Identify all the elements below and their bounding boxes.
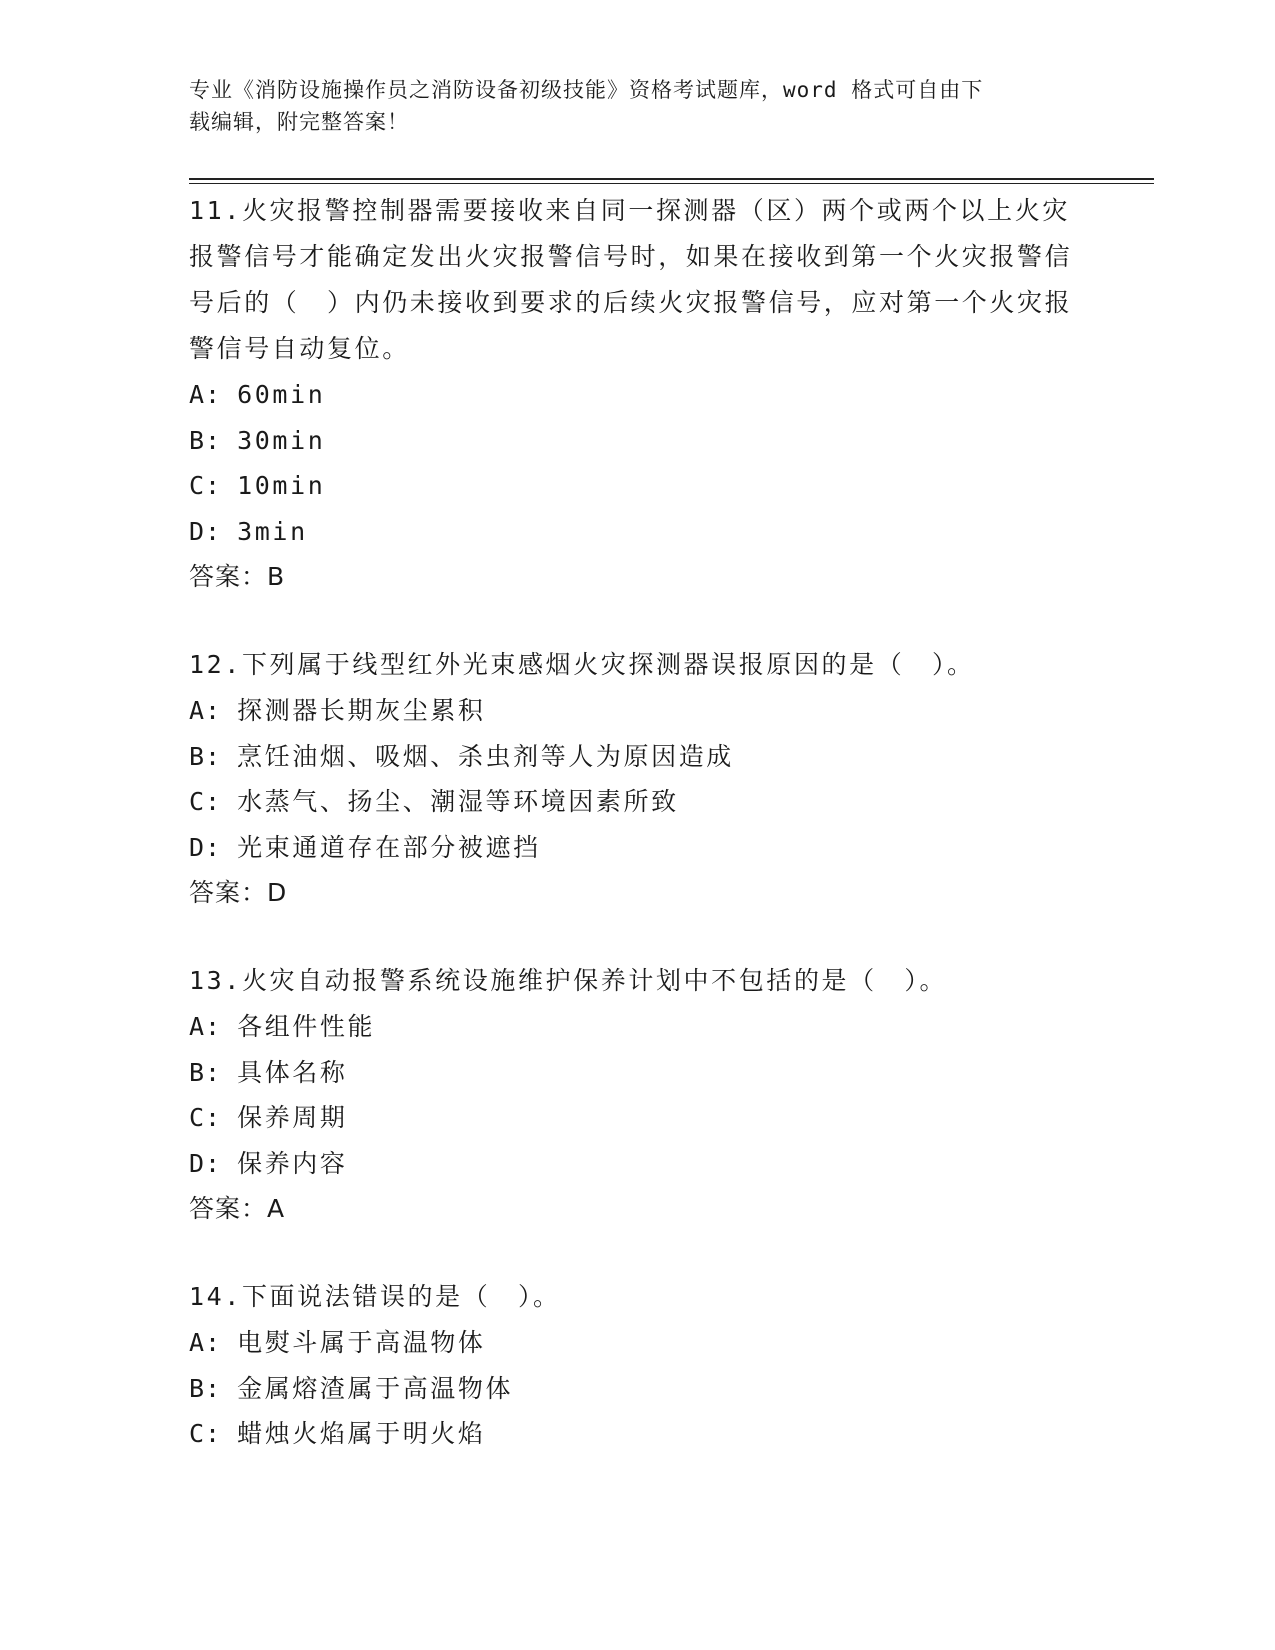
option-c [189, 463, 1089, 509]
question-list [189, 188, 1089, 1457]
answer-line: 答案：A [189, 1194, 286, 1223]
option-key: A: [189, 1012, 222, 1041]
option-text: 金属熔渣属于高温物体 [237, 1373, 514, 1403]
option-key: C: [189, 471, 222, 500]
option-key: A: [189, 696, 222, 725]
question-14 [189, 1274, 1089, 1457]
option-key: B: [189, 741, 222, 771]
header-line-2: 载编辑，附完整答案！ [189, 110, 409, 134]
option-c [189, 1095, 1089, 1141]
option-key: C: [189, 787, 222, 816]
option-text: 蜡烛火焰属于明火焰 [237, 1419, 486, 1448]
option-text: 水蒸气、扬尘、潮湿等环境因素所致 [237, 787, 679, 816]
header-divider-thick [189, 178, 1154, 180]
option-d [189, 825, 1089, 871]
question-12 [189, 642, 1089, 916]
option-b [189, 418, 1089, 464]
option-b [189, 1050, 1089, 1096]
option-text: 3min [237, 516, 308, 546]
option-a [189, 1320, 1089, 1366]
option-text: 60min [237, 380, 326, 409]
answer-line: 答案：B [189, 562, 286, 591]
option-key: A: [189, 380, 222, 409]
header-line-1: 专业《消防设施操作员之消防设备初级技能》资格考试题库，word 格式可自由下 [189, 78, 984, 102]
option-a [189, 1004, 1089, 1050]
option-d [189, 1141, 1089, 1187]
option-key: D: [189, 832, 222, 862]
question-13 [189, 958, 1089, 1232]
option-a [189, 688, 1089, 734]
option-text: 光束通道存在部分被遮挡 [237, 832, 541, 862]
option-c [189, 779, 1089, 825]
question-stem: 11.火灾报警控制器需要接收来自同一探测器（区）两个或两个以上火灾报警信号才能确定发出火灾报警信号时，如果在接收到第一个火灾报警信号后的（ ）内仍未接收到要求的后续火灾报警信号，应对第一个火灾报警信号自动复位。 [189, 196, 1073, 363]
option-key: D: [189, 1148, 222, 1178]
option-key: B: [189, 1373, 222, 1403]
question-stem: 13.火灾自动报警系统设施维护保养计划中不包括的是（ ）。 [189, 966, 948, 995]
option-text: 探测器长期灰尘累积 [237, 696, 486, 725]
option-key: D: [189, 516, 222, 546]
option-key: B: [189, 425, 222, 455]
option-text: 具体名称 [237, 1057, 348, 1087]
option-text: 烹饪油烟、吸烟、杀虫剂等人为原因造成 [237, 741, 734, 771]
option-b [189, 1366, 1089, 1412]
option-text: 30min [237, 425, 326, 455]
option-key: A: [189, 1328, 222, 1357]
option-d [189, 509, 1089, 555]
option-text: 电熨斗属于高温物体 [237, 1328, 486, 1357]
question-stem: 12.下列属于线型红外光束感烟火灾探测器误报原因的是（ ）。 [189, 650, 975, 679]
option-text: 保养内容 [237, 1148, 348, 1178]
option-c [189, 1411, 1089, 1457]
header-divider-thin [189, 183, 1154, 184]
question-stem: 14.下面说法错误的是（ ）。 [189, 1282, 561, 1311]
page-header [189, 74, 1089, 138]
option-b [189, 734, 1089, 780]
option-key: B: [189, 1057, 222, 1087]
option-a [189, 372, 1089, 418]
option-text: 各组件性能 [237, 1012, 376, 1041]
question-11 [189, 188, 1089, 600]
option-key: C: [189, 1419, 222, 1448]
answer-line: 答案：D [189, 878, 288, 907]
option-text: 10min [237, 471, 326, 500]
option-text: 保养周期 [237, 1103, 348, 1132]
option-key: C: [189, 1103, 222, 1132]
